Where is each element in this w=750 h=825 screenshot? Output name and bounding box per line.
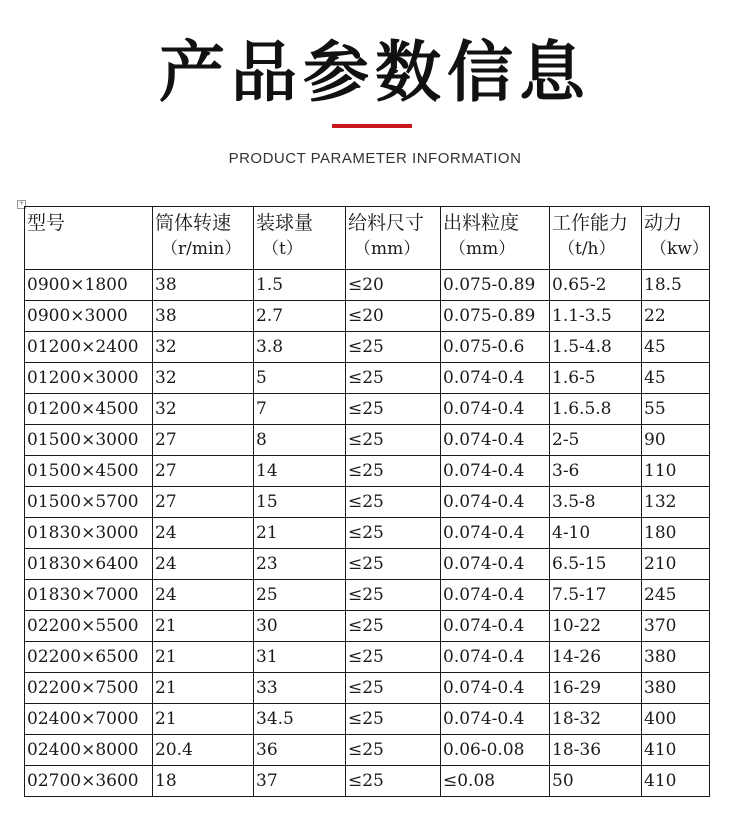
table-row [25, 766, 710, 797]
cell-feed-size: ≤25 [346, 549, 441, 580]
cell-output-size: 0.074-0.4 [441, 673, 550, 704]
cell-model: 01500×5700 [25, 487, 153, 518]
cell-speed: 20.4 [153, 735, 254, 766]
cell-speed: 27 [153, 487, 254, 518]
cell-capacity: 1.5-4.8 [550, 332, 642, 363]
header-name: 给料尺寸 [348, 212, 425, 234]
cell-power: 380 [642, 673, 710, 704]
cell-output-size: 0.074-0.4 [441, 363, 550, 394]
cell-model: 02700×3600 [25, 766, 153, 797]
header-name: 出料粒度 [443, 212, 520, 234]
cell-power: 18.5 [642, 270, 710, 301]
cell-ball-load: 1.5 [254, 270, 346, 301]
cell-speed: 32 [153, 332, 254, 363]
table-row [25, 642, 710, 673]
cell-speed: 32 [153, 363, 254, 394]
cell-ball-load: 21 [254, 518, 346, 549]
cell-model: 01500×3000 [25, 425, 153, 456]
cell-feed-size: ≤20 [346, 270, 441, 301]
cell-power: 132 [642, 487, 710, 518]
header-unit: （t） [262, 239, 303, 259]
cell-speed: 27 [153, 425, 254, 456]
cell-power: 45 [642, 363, 710, 394]
cell-ball-load: 34.5 [254, 704, 346, 735]
cell-feed-size: ≤25 [346, 704, 441, 735]
header-name: 筒体转速 [155, 212, 232, 234]
cell-feed-size: ≤25 [346, 518, 441, 549]
cell-speed: 24 [153, 518, 254, 549]
cell-output-size: ≤0.08 [441, 766, 550, 797]
cell-power: 22 [642, 301, 710, 332]
cell-power: 55 [642, 394, 710, 425]
cell-power: 180 [642, 518, 710, 549]
table-row [25, 363, 710, 394]
header-cell-output-size [441, 207, 550, 270]
cell-power: 90 [642, 425, 710, 456]
cell-ball-load: 15 [254, 487, 346, 518]
cell-ball-load: 3.8 [254, 332, 346, 363]
cell-capacity: 6.5-15 [550, 549, 642, 580]
cell-power: 110 [642, 456, 710, 487]
cell-model: 02400×7000 [25, 704, 153, 735]
title-accent-bar [332, 124, 412, 128]
table-row [25, 735, 710, 766]
table-header-row [25, 207, 710, 270]
cell-model: 01830×7000 [25, 580, 153, 611]
cell-model: 01830×3000 [25, 518, 153, 549]
table-row [25, 704, 710, 735]
cell-capacity: 18-36 [550, 735, 642, 766]
cell-feed-size: ≤25 [346, 425, 441, 456]
cell-speed: 38 [153, 270, 254, 301]
cell-power: 410 [642, 766, 710, 797]
cell-output-size: 0.074-0.4 [441, 580, 550, 611]
cell-ball-load: 31 [254, 642, 346, 673]
cell-feed-size: ≤25 [346, 332, 441, 363]
cell-output-size: 0.06-0.08 [441, 735, 550, 766]
cell-power: 45 [642, 332, 710, 363]
header-unit: （mm） [354, 239, 421, 259]
header-cell-capacity [550, 207, 642, 270]
cell-output-size: 0.075-0.89 [441, 301, 550, 332]
cell-ball-load: 37 [254, 766, 346, 797]
cell-output-size: 0.074-0.4 [441, 549, 550, 580]
cell-model: 0900×3000 [25, 301, 153, 332]
cell-output-size: 0.074-0.4 [441, 611, 550, 642]
cell-feed-size: ≤20 [346, 301, 441, 332]
header-name: 装球量 [256, 212, 314, 234]
cell-power: 410 [642, 735, 710, 766]
cell-power: 380 [642, 642, 710, 673]
cell-model: 01500×4500 [25, 456, 153, 487]
cell-capacity: 3-6 [550, 456, 642, 487]
cell-feed-size: ≤25 [346, 766, 441, 797]
cell-speed: 24 [153, 549, 254, 580]
cell-power: 400 [642, 704, 710, 735]
cell-output-size: 0.074-0.4 [441, 394, 550, 425]
header-name: 动力 [644, 212, 683, 234]
table-row [25, 425, 710, 456]
cell-ball-load: 14 [254, 456, 346, 487]
cell-output-size: 0.075-0.89 [441, 270, 550, 301]
header-unit: （r/min） [161, 239, 242, 259]
table-row [25, 301, 710, 332]
cell-speed: 38 [153, 301, 254, 332]
cell-feed-size: ≤25 [346, 394, 441, 425]
table-row [25, 611, 710, 642]
cell-output-size: 0.074-0.4 [441, 487, 550, 518]
cell-feed-size: ≤25 [346, 611, 441, 642]
cell-capacity: 0.65-2 [550, 270, 642, 301]
cell-capacity: 16-29 [550, 673, 642, 704]
table-row [25, 394, 710, 425]
cell-speed: 32 [153, 394, 254, 425]
header-name: 型号 [27, 212, 66, 234]
table-move-handle-icon[interactable]: + [18, 200, 25, 207]
header-cell-ball-load [254, 207, 346, 270]
cell-feed-size: ≤25 [346, 673, 441, 704]
cell-capacity: 50 [550, 766, 642, 797]
cell-output-size: 0.074-0.4 [441, 642, 550, 673]
cell-ball-load: 25 [254, 580, 346, 611]
cell-speed: 21 [153, 673, 254, 704]
table-row [25, 518, 710, 549]
cell-feed-size: ≤25 [346, 487, 441, 518]
cell-capacity: 3.5-8 [550, 487, 642, 518]
cell-feed-size: ≤25 [346, 456, 441, 487]
cell-model: 02400×8000 [25, 735, 153, 766]
cell-output-size: 0.074-0.4 [441, 518, 550, 549]
table-row [25, 332, 710, 363]
cell-speed: 24 [153, 580, 254, 611]
cell-ball-load: 36 [254, 735, 346, 766]
cell-model: 01200×2400 [25, 332, 153, 363]
cell-ball-load: 8 [254, 425, 346, 456]
cell-capacity: 18-32 [550, 704, 642, 735]
header-cell-speed [153, 207, 254, 270]
cell-capacity: 4-10 [550, 518, 642, 549]
page-subtitle: PRODUCT PARAMETER INFORMATION [228, 150, 522, 167]
cell-capacity: 2-5 [550, 425, 642, 456]
table-row [25, 673, 710, 704]
header-cell-feed-size [346, 207, 441, 270]
cell-ball-load: 7 [254, 394, 346, 425]
cell-capacity: 7.5-17 [550, 580, 642, 611]
cell-power: 210 [642, 549, 710, 580]
cell-model: 01200×3000 [25, 363, 153, 394]
cell-ball-load: 2.7 [254, 301, 346, 332]
cell-capacity: 1.1-3.5 [550, 301, 642, 332]
header-cell-model [25, 207, 153, 270]
table-row [25, 549, 710, 580]
table-row [25, 270, 710, 301]
cell-speed: 21 [153, 611, 254, 642]
cell-speed: 27 [153, 456, 254, 487]
cell-capacity: 14-26 [550, 642, 642, 673]
cell-output-size: 0.074-0.4 [441, 425, 550, 456]
cell-model: 02200×6500 [25, 642, 153, 673]
parameter-table [24, 206, 710, 797]
cell-speed: 21 [153, 704, 254, 735]
header-unit: （mm） [449, 239, 516, 259]
cell-ball-load: 23 [254, 549, 346, 580]
header-unit: （t/h） [558, 239, 616, 259]
table-row [25, 487, 710, 518]
cell-power: 245 [642, 580, 710, 611]
cell-capacity: 1.6-5 [550, 363, 642, 394]
cell-model: 02200×7500 [25, 673, 153, 704]
cell-ball-load: 33 [254, 673, 346, 704]
cell-capacity: 10-22 [550, 611, 642, 642]
cell-output-size: 0.074-0.4 [441, 704, 550, 735]
cell-output-size: 0.075-0.6 [441, 332, 550, 363]
table-row [25, 456, 710, 487]
header-name: 工作能力 [552, 212, 629, 234]
cell-feed-size: ≤25 [346, 735, 441, 766]
cell-feed-size: ≤25 [346, 580, 441, 611]
header-cell-power [642, 207, 710, 270]
cell-power: 370 [642, 611, 710, 642]
cell-output-size: 0.074-0.4 [441, 456, 550, 487]
header-unit: （kw） [650, 239, 709, 259]
cell-model: 02200×5500 [25, 611, 153, 642]
cell-capacity: 1.6.5.8 [550, 394, 642, 425]
cell-speed: 18 [153, 766, 254, 797]
cell-model: 0900×1800 [25, 270, 153, 301]
table-row [25, 580, 710, 611]
cell-ball-load: 5 [254, 363, 346, 394]
cell-model: 01200×4500 [25, 394, 153, 425]
cell-model: 01830×6400 [25, 549, 153, 580]
cell-feed-size: ≤25 [346, 363, 441, 394]
cell-speed: 21 [153, 642, 254, 673]
page-title: 产品参数信息 [159, 34, 591, 111]
cell-feed-size: ≤25 [346, 642, 441, 673]
cell-ball-load: 30 [254, 611, 346, 642]
